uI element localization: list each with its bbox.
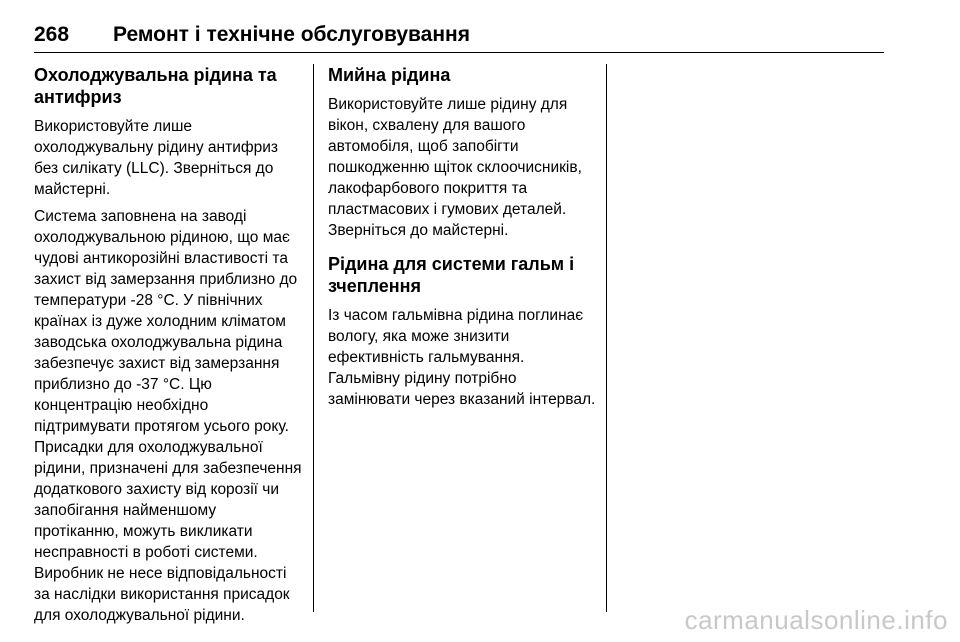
brake-fluid-heading: Рідина для системи гальм і зчеплення	[328, 254, 575, 296]
middle-column	[328, 64, 596, 416]
brake-fluid-paragraph: Із часом гальмівна рідина поглинає вологу, яка може знизити ефективність гальмування. Гальмівну рідину потрібно замінювати через вказаний інтервал.	[328, 307, 596, 408]
page-number: 268	[34, 23, 70, 46]
washer-fluid-paragraph: Використовуйте лише рідину для вікон, схвалену для вашого автомобіля, щоб запобігти пошкодженню щіток склоочисників, лакофарбового покриття та пластмасових і гумових деталей. Зверніться до майстерні.	[328, 96, 582, 239]
coolant-paragraph-1: Використовуйте лише охолоджувальну рідину антифриз без силікату (LLC). Зверніться до майстерні.	[34, 118, 279, 198]
watermark: carmanualsonline.info	[684, 605, 948, 635]
page-title: Ремонт і технічне обслуговування	[113, 23, 470, 46]
coolant-heading: Охолоджувальна рідина та антифриз	[34, 65, 277, 107]
page-header	[34, 22, 884, 53]
washer-fluid-heading: Мийна рідина	[328, 65, 451, 85]
left-column	[34, 64, 302, 632]
column-divider-right	[606, 64, 607, 612]
coolant-paragraph-2: Система заповнена на заводі охолоджувальною рідиною, що має чудові антикорозійні властивості та захист від замерзання приблизно до температури -28 °C. У північних країнах із дуже холодним кліматом заводська охолоджувальна рідина забезпечує захист від замерзання приблизно до -37 °C. Цю концентрацію необхідно підтримувати протягом усього року. Присадки для охолоджувальної рідини, призначені для забезпечення додаткового захисту від корозії чи запобігання найменшому протіканню, можуть викликати несправності в роботі системи. Виробник не несе відповідальності за наслідки використання присадок для охолоджувальної рідини.	[34, 208, 302, 624]
column-divider-left	[313, 64, 314, 612]
